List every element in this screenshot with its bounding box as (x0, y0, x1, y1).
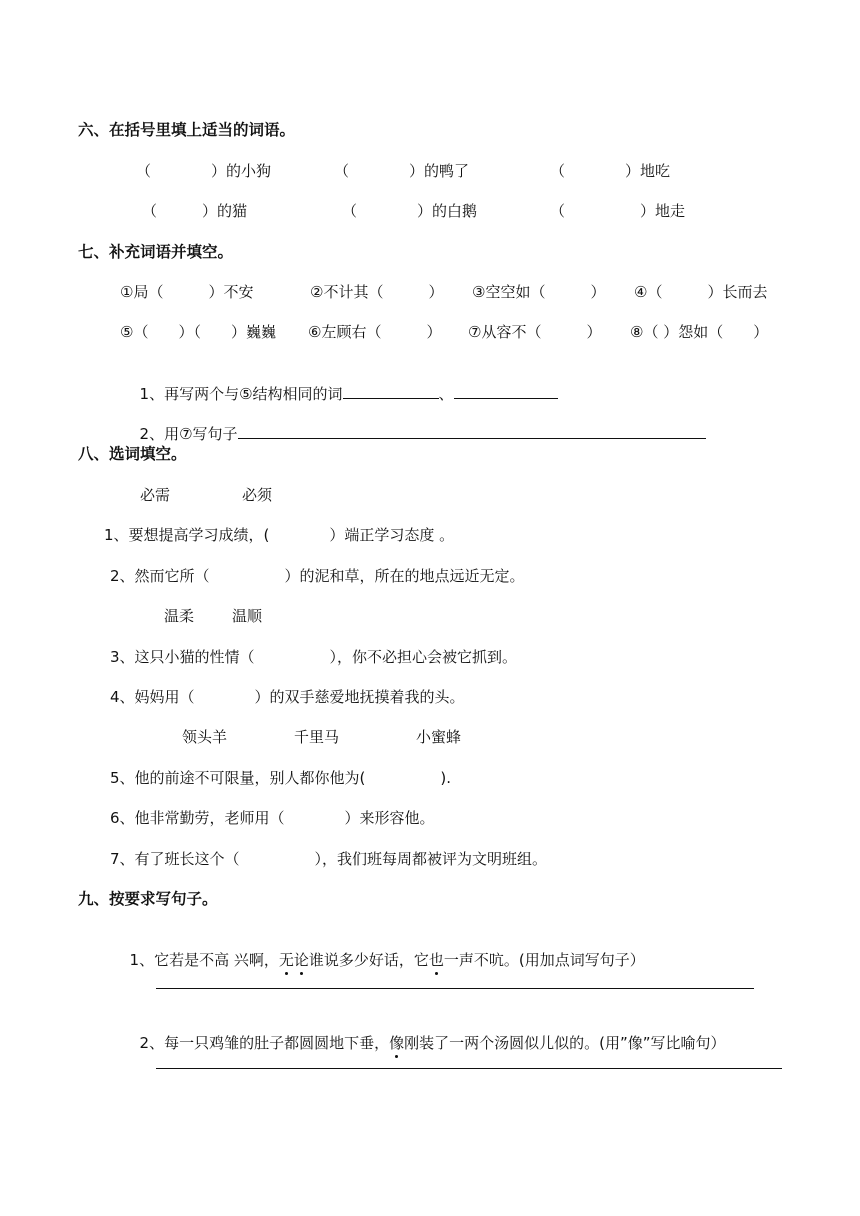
word-option: 千里马 (294, 728, 340, 746)
idiom-item: ①局（ ）不安 (120, 283, 254, 301)
fill-item: （ ）的小狗 (136, 162, 272, 180)
fill-item: （ ）的猫 (142, 202, 248, 220)
dotted-char: 也 (428, 951, 444, 969)
question: 5、他的前途不可限量，别人都你他为( ). (110, 769, 452, 787)
idiom-item: ⑧（ ）怨如（ ） (630, 323, 769, 341)
question-text: 2、每一只鸡雏的肚子都圆圆地下垂， (139, 1034, 390, 1052)
word-option: 温柔 (164, 607, 195, 625)
question: 2、然而它所（ ）的泥和草，所在的地点远近无定。 (110, 567, 525, 585)
question: 3、这只小猫的性情（ ），你不必担心会被它抓到。 (110, 648, 518, 666)
question-text: 2、用⑦写句子 (139, 425, 238, 443)
answer-line[interactable] (156, 1068, 782, 1069)
answer-line[interactable] (156, 988, 754, 989)
word-option: 领头羊 (182, 728, 228, 746)
word-option: 温顺 (232, 607, 263, 625)
word-option: 必需 (140, 486, 171, 504)
question-text: 一声不吭。(用加点词写句子） (443, 951, 645, 969)
question-text: 谁说多少好话，它 (308, 951, 429, 969)
fill-item: （ ）地吃 (550, 162, 671, 180)
word-option: 必须 (242, 486, 273, 504)
section-7-heading: 七、补充词语并填空。 (78, 243, 234, 261)
idiom-item: ③空空如（ ） (472, 283, 606, 301)
idiom-item: ②不计其（ ） (310, 283, 444, 301)
section-8-heading: 八、选词填空。 (78, 445, 187, 463)
fill-item: （ ）的白鹅 (342, 202, 478, 220)
separator: 、 (438, 385, 454, 403)
idiom-item: ⑤（ ）（ ）巍巍 (120, 323, 276, 341)
idiom-item: ⑥左顾右（ ） (308, 323, 442, 341)
idiom-item: ⑦从容不（ ） (468, 323, 602, 341)
fill-item: （ ）地走 (550, 202, 686, 220)
question-text: 1、再写两个与⑤结构相同的词 (139, 385, 343, 403)
answer-line[interactable] (454, 384, 558, 399)
question (120, 930, 645, 970)
question (130, 404, 706, 444)
section-6-heading: 六、在括号里填上适当的词语。 (78, 121, 296, 139)
question: 4、妈妈用（ ）的双手慈爱地抚摸着我的头。 (110, 688, 465, 706)
question: 7、有了班长这个（ ），我们班每周都被评为文明班组。 (110, 850, 548, 868)
question (130, 364, 558, 404)
section-9-heading: 九、按要求写句子。 (78, 890, 218, 908)
question (130, 1013, 726, 1053)
dotted-char: 论 (293, 951, 309, 969)
word-option: 小蜜蜂 (416, 728, 462, 746)
question: 6、他非常勤劳，老师用（ ）来形容他。 (110, 809, 435, 827)
dotted-char: 无 (278, 951, 294, 969)
question: 1、要想提高学习成绩，( ）端正学习态度 。 (104, 526, 455, 544)
fill-item: （ ）的鸭了 (334, 162, 470, 180)
answer-line[interactable] (238, 424, 706, 439)
question-text: 1、它若是不高 兴啊， (129, 951, 279, 969)
answer-line[interactable] (343, 384, 439, 399)
dotted-char: 像 (389, 1034, 405, 1052)
question-text: 刚装了一两个汤圆似儿似的。(用”像”写比喻句） (404, 1034, 726, 1052)
idiom-item: ④（ ）长而去 (634, 283, 768, 301)
